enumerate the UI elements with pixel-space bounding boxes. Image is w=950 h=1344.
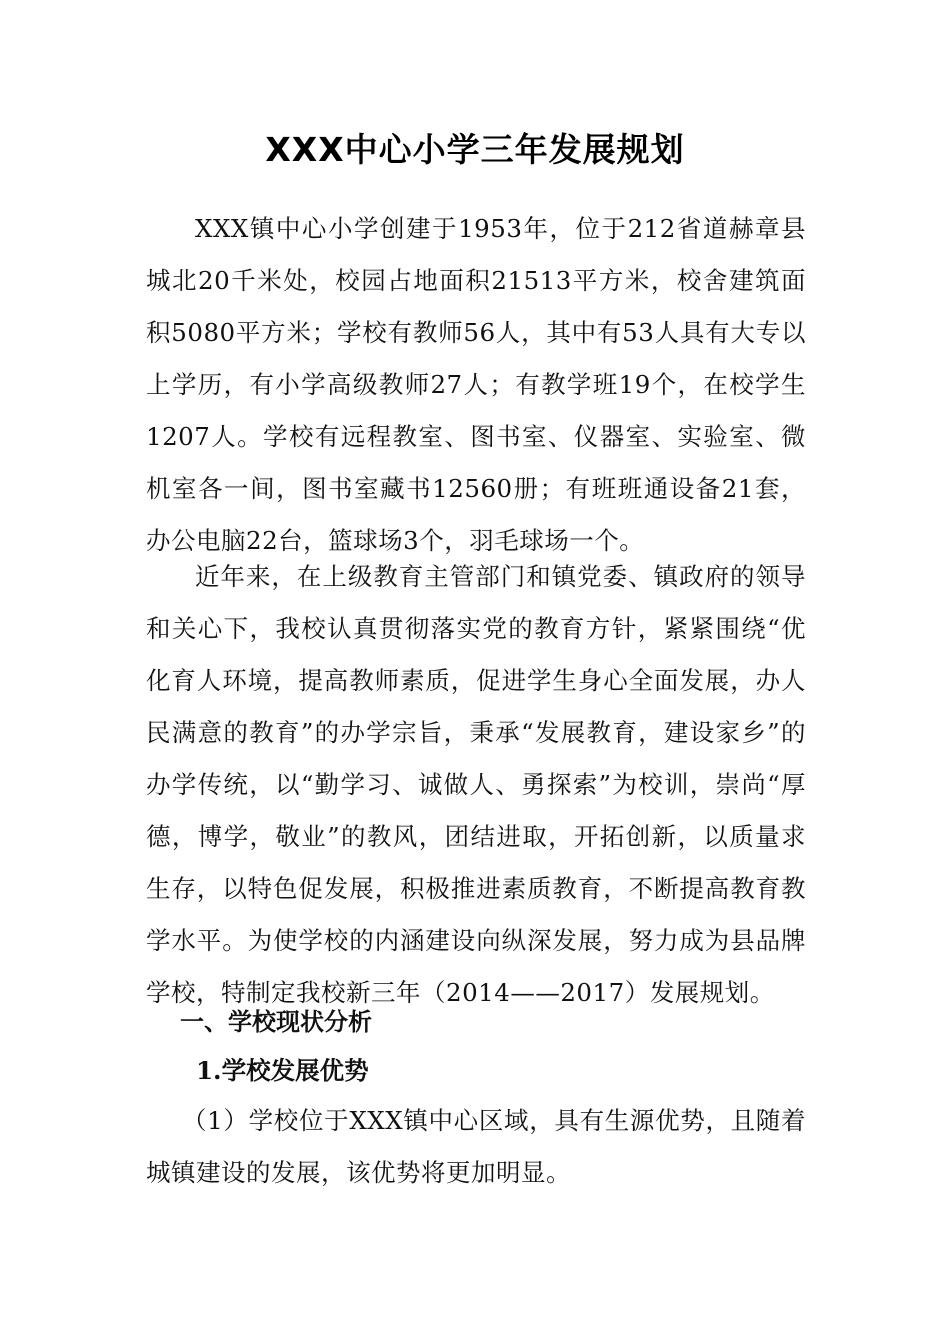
document-title: XXX中心小学三年发展规划 <box>265 130 685 169</box>
list-item-advantage-1: （1）学校位于XXX镇中心区域，具有生源优势，且随着城镇建设的发展，该优势将更加明显。 <box>146 1106 806 1187</box>
section-heading: 一、学校现状分析 <box>180 1008 372 1036</box>
paragraph-school-overview: XXX镇中心小学创建于1953年，位于212省道赫章县城北20千米处，校园占地面积21513平方米，校舍建筑面积5080平方米；学校有教师56人，其中有53人具有大专以上学历，有小学高级教师27人；有教学班19个，在校学生1207人。学校有远程教室、图书室、仪器室、实验室、微机室各一间，图书室藏书12560册；有班班通设备21套，办公电脑22台，篮球场3个，羽毛球场一个。 <box>146 214 806 555</box>
paragraph-development-background: 近年来，在上级教育主管部门和镇党委、镇政府的领导和关心下，我校认真贯彻落实党的教育方针，紧紧围绕“优化育人环境，提高教师素质，促进学生身心全面发展，办人民满意的教育”的办学宗旨，秉承“发展教育，建设家乡”的办学传统，以“勤学习、诚做人、勇探索”为校训，崇尚“厚德，博学，敬业”的教风，团结进取，开拓创新，以质量求生存，以特色促发展，积极推进素质教育，不断提高教育教学水平。为使学校的内涵建设向纵深发展，努力成为县品牌学校，特制定我校新三年（2014——2017）发展规划。 <box>146 562 806 1007</box>
subsection-heading: 1.学校发展优势 <box>196 1056 369 1085</box>
